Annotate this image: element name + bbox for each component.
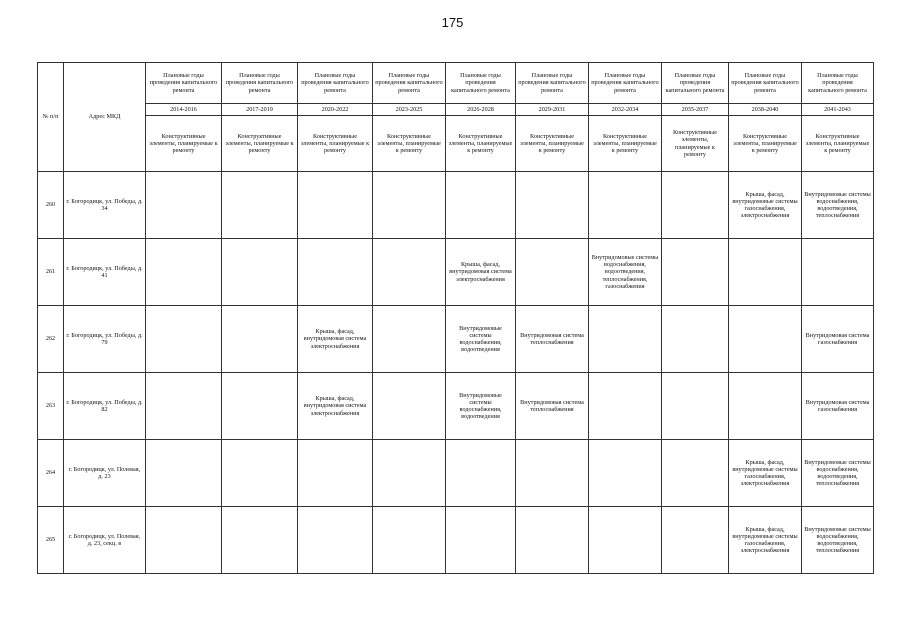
period-years: 2014-2016 <box>146 104 222 116</box>
repair-elements-cell <box>373 507 446 574</box>
repair-elements-cell <box>446 172 516 239</box>
repair-elements-cell <box>589 172 662 239</box>
period-title: Плановые годы проведения капитального ремонта <box>298 63 373 104</box>
repair-elements-cell <box>222 373 298 440</box>
page-number: 175 <box>441 15 464 30</box>
repair-elements-cell <box>589 373 662 440</box>
repair-elements-cell <box>146 306 222 373</box>
period-years: 2032-2034 <box>589 104 662 116</box>
repair-elements-cell: Внутридомовая система теплоснабжения <box>516 373 589 440</box>
elements-header: Конструктивные элементы, планируемые к ремонту <box>662 116 729 172</box>
repair-elements-cell <box>662 440 729 507</box>
address-cell: г. Богородицк, ул. Победы, д. 79 <box>64 306 146 373</box>
period-title: Плановые годы проведения капитального ремонта <box>222 63 298 104</box>
period-years: 2020-2022 <box>298 104 373 116</box>
repair-elements-cell: Внутридомовая система газоснабжения <box>802 306 874 373</box>
repair-elements-cell <box>373 373 446 440</box>
repair-elements-cell: Крыша, фасад, внутридомовые системы газоснабжения, электроснабжения <box>729 172 802 239</box>
repair-elements-cell: Внутридомовые системы водоснабжения, водоотведения, теплоснабжения <box>802 440 874 507</box>
repair-elements-cell: Крыша, фасад, внутридомовые системы газоснабжения, электроснабжения <box>729 440 802 507</box>
address-cell: г. Богородицк, ул. Победы, д. 41 <box>64 239 146 306</box>
row-number: 264 <box>38 440 64 507</box>
repair-elements-cell <box>222 507 298 574</box>
period-title: Плановые годы проведения капитального ремонта <box>516 63 589 104</box>
repair-elements-cell <box>589 440 662 507</box>
period-title: Плановые годы проведения капитального ремонта <box>373 63 446 104</box>
repair-elements-cell <box>589 507 662 574</box>
repair-elements-cell <box>802 239 874 306</box>
elements-header: Конструктивные элементы, планируемые к ремонту <box>802 116 874 172</box>
elements-header: Конструктивные элементы, планируемые к ремонту <box>516 116 589 172</box>
repair-elements-cell <box>729 306 802 373</box>
elements-header: Конструктивные элементы, планируемые к ремонту <box>373 116 446 172</box>
period-years: 2017-2019 <box>222 104 298 116</box>
repair-elements-cell: Внутридомовая система теплоснабжения <box>516 306 589 373</box>
repair-elements-cell: Крыша, фасад, внутридомовая система электроснабжения <box>298 306 373 373</box>
repair-elements-cell <box>446 440 516 507</box>
table-row <box>38 373 874 440</box>
repair-elements-cell: Внутридомовые системы водоснабжения, водоотведения, теплоснабжения <box>802 507 874 574</box>
elements-header: Конструктивные элементы, планируемые к ремонту <box>146 116 222 172</box>
repair-elements-cell <box>373 306 446 373</box>
repair-elements-cell <box>373 172 446 239</box>
period-title: Плановые годы проведения капитального ремонта <box>729 63 802 104</box>
table-row <box>38 440 874 507</box>
repair-elements-cell <box>729 373 802 440</box>
elements-header: Конструктивные элементы, планируемые к ремонту <box>222 116 298 172</box>
repair-elements-cell <box>589 306 662 373</box>
repair-elements-cell <box>516 239 589 306</box>
repair-elements-cell: Крыша, фасад, внутридомовая система электроснабжения <box>298 373 373 440</box>
repair-elements-cell: Внутридомовые системы водоснабжения, водоотведения <box>446 306 516 373</box>
period-years: 2026-2028 <box>446 104 516 116</box>
repair-elements-cell <box>662 507 729 574</box>
period-years: 2023-2025 <box>373 104 446 116</box>
repair-elements-cell <box>298 172 373 239</box>
period-years: 2041-2043 <box>802 104 874 116</box>
repair-elements-cell <box>662 306 729 373</box>
row-number: 265 <box>38 507 64 574</box>
repair-elements-cell <box>146 172 222 239</box>
elements-header: Конструктивные элементы, планируемые к ремонту <box>446 116 516 172</box>
repair-elements-cell <box>222 172 298 239</box>
repair-elements-cell: Крыша, фасад, внутридомовая система электроснабжения <box>446 239 516 306</box>
address-column-header: Адрес МКД <box>64 63 146 172</box>
repair-elements-cell <box>298 507 373 574</box>
repair-elements-cell <box>222 239 298 306</box>
repair-elements-cell <box>729 239 802 306</box>
elements-header: Конструктивные элементы, планируемые к ремонту <box>589 116 662 172</box>
period-title: Плановые годы проведения капитального ремонта <box>589 63 662 104</box>
address-cell: г. Богородицк, ул. Победы, д. 34 <box>64 172 146 239</box>
num-column-header: № п/п <box>38 63 64 172</box>
repair-elements-cell <box>146 440 222 507</box>
table-row <box>38 507 874 574</box>
repair-elements-cell <box>373 440 446 507</box>
repair-elements-cell <box>662 172 729 239</box>
repair-elements-cell <box>516 440 589 507</box>
repair-elements-cell <box>662 373 729 440</box>
repair-elements-cell <box>146 373 222 440</box>
header-row-years <box>38 104 874 116</box>
row-number: 263 <box>38 373 64 440</box>
repair-elements-cell <box>222 306 298 373</box>
repair-elements-cell <box>146 507 222 574</box>
period-years: 2035-2037 <box>662 104 729 116</box>
repair-elements-cell: Внутридомовая система газоснабжения <box>802 373 874 440</box>
table-row <box>38 172 874 239</box>
repair-elements-cell <box>373 239 446 306</box>
period-title: Плановые годы проведения капитального ремонта <box>146 63 222 104</box>
row-number: 262 <box>38 306 64 373</box>
capital-repair-table <box>37 62 874 574</box>
repair-elements-cell <box>222 440 298 507</box>
repair-elements-cell <box>516 172 589 239</box>
period-years: 2029-2031 <box>516 104 589 116</box>
repair-elements-cell <box>298 440 373 507</box>
header-row-elements <box>38 116 874 172</box>
table-body <box>38 172 874 574</box>
row-number: 261 <box>38 239 64 306</box>
repair-elements-cell <box>446 507 516 574</box>
row-number: 260 <box>38 172 64 239</box>
table-row <box>38 239 874 306</box>
address-cell: г. Богородицк, ул. Полевая, д. 23 <box>64 440 146 507</box>
period-title: Плановые годы проведения капитального ремонта <box>662 63 729 104</box>
repair-elements-cell <box>298 239 373 306</box>
header-row-titles <box>38 63 874 104</box>
period-title: Плановые годы проведения капитального ремонта <box>446 63 516 104</box>
address-cell: г. Богородицк, ул. Победы, д. 82 <box>64 373 146 440</box>
table-row <box>38 306 874 373</box>
period-years: 2038-2040 <box>729 104 802 116</box>
repair-elements-cell <box>516 507 589 574</box>
repair-elements-cell: Внутридомовые системы водоснабжения, водоотведения, теплоснабжения, газоснабжения <box>589 239 662 306</box>
elements-header: Конструктивные элементы, планируемые к ремонту <box>298 116 373 172</box>
elements-header: Конструктивные элементы, планируемые к ремонту <box>729 116 802 172</box>
repair-elements-cell <box>662 239 729 306</box>
repair-elements-cell: Внутридомовые системы водоснабжения, водоотведения <box>446 373 516 440</box>
address-cell: г. Богородицк, ул. Полевая, д. 23, секц. в <box>64 507 146 574</box>
repair-elements-cell <box>146 239 222 306</box>
repair-elements-cell: Внутридомовые системы водоснабжения, водоотведения, теплоснабжения <box>802 172 874 239</box>
period-title: Плановые годы проведения капитального ремонта <box>802 63 874 104</box>
repair-elements-cell: Крыша, фасад, внутридомовые системы газоснабжения, электроснабжения <box>729 507 802 574</box>
